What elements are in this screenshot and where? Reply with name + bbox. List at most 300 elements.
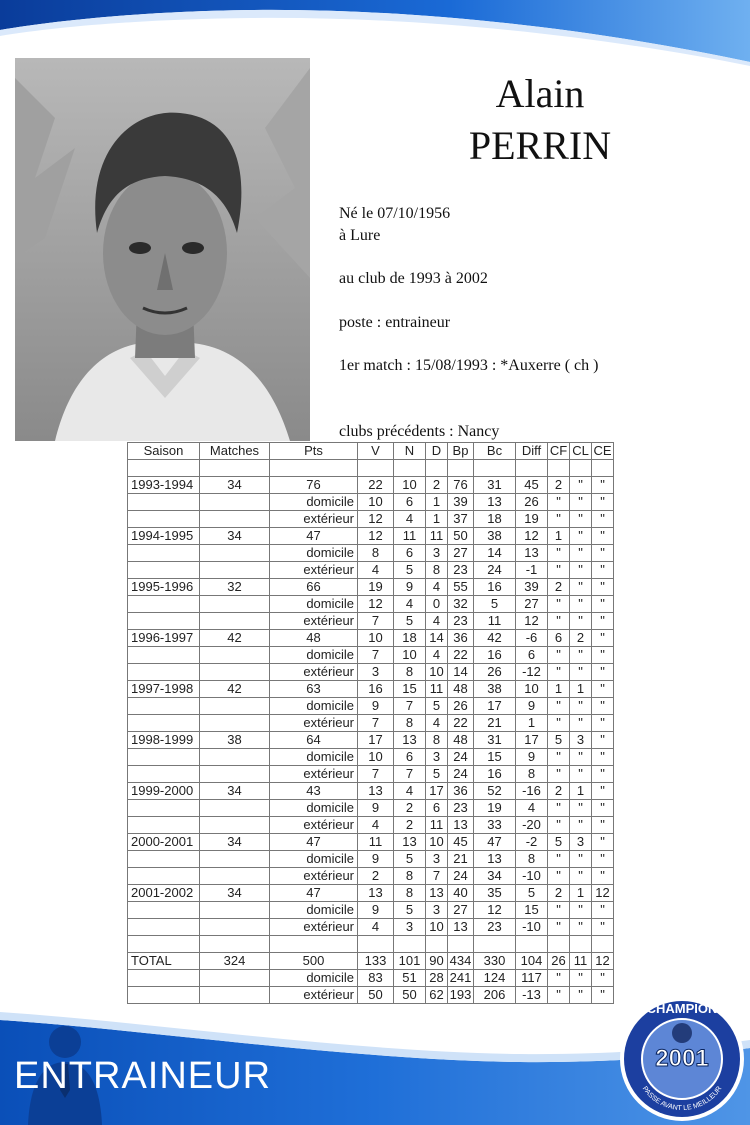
table-cell bbox=[270, 460, 358, 477]
table-cell: " bbox=[592, 698, 614, 715]
table-cell bbox=[128, 817, 200, 834]
table-cell: 10 bbox=[358, 630, 394, 647]
table-cell: " bbox=[592, 562, 614, 579]
table-cell bbox=[128, 562, 200, 579]
table-cell: 241 bbox=[448, 970, 474, 987]
table-cell: 10 bbox=[426, 664, 448, 681]
table-cell: 9 bbox=[394, 579, 426, 596]
table-cell: " bbox=[548, 562, 570, 579]
table-cell: 3 bbox=[426, 545, 448, 562]
table-cell: 48 bbox=[448, 681, 474, 698]
table-cell: domicile bbox=[270, 698, 358, 715]
header-cell: Pts bbox=[270, 443, 358, 460]
table-cell: " bbox=[570, 664, 592, 681]
table-cell: 23 bbox=[474, 919, 516, 936]
table-cell: 22 bbox=[448, 647, 474, 664]
table-cell: 8 bbox=[426, 562, 448, 579]
table-cell bbox=[426, 936, 448, 953]
table-cell bbox=[128, 868, 200, 885]
table-cell: 22 bbox=[448, 715, 474, 732]
table-cell: 50 bbox=[358, 987, 394, 1004]
table-row bbox=[128, 732, 614, 749]
table-cell: 13 bbox=[358, 885, 394, 902]
table-cell: 11 bbox=[394, 528, 426, 545]
table-cell: 24 bbox=[448, 868, 474, 885]
table-cell: 3 bbox=[426, 851, 448, 868]
table-cell: " bbox=[548, 970, 570, 987]
table-cell: 50 bbox=[394, 987, 426, 1004]
table-cell: 27 bbox=[448, 545, 474, 562]
table-cell: 23 bbox=[448, 562, 474, 579]
table-cell: 39 bbox=[516, 579, 548, 596]
table-cell: domicile bbox=[270, 545, 358, 562]
table-cell: 8 bbox=[516, 851, 548, 868]
badge-top-text: CHAMPION bbox=[646, 1001, 718, 1016]
table-cell: domicile bbox=[270, 596, 358, 613]
table-cell: 47 bbox=[270, 834, 358, 851]
first-name: Alain bbox=[495, 71, 585, 116]
table-row bbox=[128, 613, 614, 630]
table-cell: 101 bbox=[394, 953, 426, 970]
table-row bbox=[128, 596, 614, 613]
table-cell: 38 bbox=[474, 528, 516, 545]
table-cell: " bbox=[570, 613, 592, 630]
table-cell: 64 bbox=[270, 732, 358, 749]
table-cell bbox=[200, 664, 270, 681]
header-cell: Diff bbox=[516, 443, 548, 460]
stats-header-row bbox=[128, 443, 614, 460]
table-cell: 13 bbox=[516, 545, 548, 562]
table-cell: " bbox=[548, 613, 570, 630]
table-cell: 12 bbox=[592, 885, 614, 902]
table-row bbox=[128, 868, 614, 885]
table-cell: " bbox=[570, 477, 592, 494]
table-cell: extérieur bbox=[270, 664, 358, 681]
table-cell: 1 bbox=[426, 494, 448, 511]
table-cell: 27 bbox=[516, 596, 548, 613]
table-row bbox=[128, 562, 614, 579]
table-cell: " bbox=[548, 749, 570, 766]
table-cell: 21 bbox=[474, 715, 516, 732]
table-cell: 5 bbox=[394, 902, 426, 919]
table-cell: 1996-1997 bbox=[128, 630, 200, 647]
table-cell: 18 bbox=[394, 630, 426, 647]
table-cell: 7 bbox=[394, 766, 426, 783]
table-cell: 11 bbox=[426, 528, 448, 545]
table-cell: 12 bbox=[474, 902, 516, 919]
table-cell: " bbox=[592, 528, 614, 545]
table-cell: 10 bbox=[358, 749, 394, 766]
table-cell bbox=[200, 868, 270, 885]
table-cell bbox=[426, 460, 448, 477]
table-cell: 34 bbox=[200, 885, 270, 902]
table-cell: 24 bbox=[448, 749, 474, 766]
table-cell: 2 bbox=[570, 630, 592, 647]
table-row bbox=[128, 460, 614, 477]
table-cell: 15 bbox=[516, 902, 548, 919]
table-cell: 26 bbox=[548, 953, 570, 970]
table-cell: " bbox=[548, 919, 570, 936]
table-cell bbox=[128, 766, 200, 783]
table-cell: 3 bbox=[570, 834, 592, 851]
table-cell: 5 bbox=[394, 851, 426, 868]
table-cell: " bbox=[548, 766, 570, 783]
table-cell: 4 bbox=[426, 715, 448, 732]
table-cell: " bbox=[570, 647, 592, 664]
table-cell: 45 bbox=[516, 477, 548, 494]
table-cell: " bbox=[548, 817, 570, 834]
table-cell: 13 bbox=[474, 494, 516, 511]
table-cell: 13 bbox=[474, 851, 516, 868]
table-cell: 6 bbox=[394, 494, 426, 511]
table-cell: 2 bbox=[358, 868, 394, 885]
table-cell: 434 bbox=[448, 953, 474, 970]
table-cell: 9 bbox=[516, 698, 548, 715]
table-cell bbox=[592, 936, 614, 953]
table-cell: 2000-2001 bbox=[128, 834, 200, 851]
table-cell bbox=[394, 936, 426, 953]
table-cell: " bbox=[592, 494, 614, 511]
header-cell: Matches bbox=[200, 443, 270, 460]
table-cell bbox=[548, 936, 570, 953]
table-cell: 18 bbox=[474, 511, 516, 528]
table-cell: " bbox=[592, 970, 614, 987]
table-cell: domicile bbox=[270, 800, 358, 817]
table-cell: " bbox=[592, 681, 614, 698]
table-row bbox=[128, 783, 614, 800]
table-cell: 40 bbox=[448, 885, 474, 902]
table-cell bbox=[128, 698, 200, 715]
table-row bbox=[128, 545, 614, 562]
table-cell: 5 bbox=[394, 613, 426, 630]
table-cell: 26 bbox=[448, 698, 474, 715]
table-cell: " bbox=[570, 868, 592, 885]
table-cell bbox=[394, 460, 426, 477]
table-cell: 7 bbox=[358, 613, 394, 630]
club-period: au club de 1993 à 2002 bbox=[339, 270, 488, 287]
table-cell: " bbox=[570, 596, 592, 613]
table-cell: " bbox=[592, 664, 614, 681]
table-cell: 7 bbox=[358, 715, 394, 732]
table-cell bbox=[128, 613, 200, 630]
table-cell: 4 bbox=[426, 613, 448, 630]
table-row bbox=[128, 749, 614, 766]
table-cell: 3 bbox=[426, 749, 448, 766]
table-cell: 6 bbox=[548, 630, 570, 647]
table-cell: 10 bbox=[358, 494, 394, 511]
table-cell bbox=[200, 562, 270, 579]
table-cell: 8 bbox=[394, 664, 426, 681]
table-cell: 1998-1999 bbox=[128, 732, 200, 749]
table-cell: 12 bbox=[358, 511, 394, 528]
table-cell: 31 bbox=[474, 477, 516, 494]
table-cell bbox=[128, 800, 200, 817]
table-cell: " bbox=[592, 783, 614, 800]
table-cell: 17 bbox=[426, 783, 448, 800]
table-cell: 324 bbox=[200, 953, 270, 970]
table-cell: " bbox=[570, 528, 592, 545]
table-cell: " bbox=[570, 562, 592, 579]
table-cell: 2 bbox=[394, 817, 426, 834]
table-cell: " bbox=[548, 664, 570, 681]
table-cell: -20 bbox=[516, 817, 548, 834]
table-cell: -2 bbox=[516, 834, 548, 851]
table-cell bbox=[448, 460, 474, 477]
table-cell: 12 bbox=[358, 528, 394, 545]
table-row bbox=[128, 919, 614, 936]
table-cell: 47 bbox=[270, 885, 358, 902]
table-cell: 62 bbox=[426, 987, 448, 1004]
table-cell: " bbox=[592, 766, 614, 783]
table-cell: domicile bbox=[270, 851, 358, 868]
table-cell: 24 bbox=[474, 562, 516, 579]
table-cell bbox=[200, 970, 270, 987]
table-cell bbox=[474, 460, 516, 477]
table-cell bbox=[128, 715, 200, 732]
table-cell: 117 bbox=[516, 970, 548, 987]
table-cell bbox=[128, 936, 200, 953]
table-cell: 1995-1996 bbox=[128, 579, 200, 596]
table-cell bbox=[200, 460, 270, 477]
table-cell: domicile bbox=[270, 494, 358, 511]
last-name: PERRIN bbox=[468, 123, 612, 168]
table-cell: 5 bbox=[516, 885, 548, 902]
table-cell: -12 bbox=[516, 664, 548, 681]
table-cell bbox=[128, 545, 200, 562]
table-cell: 17 bbox=[516, 732, 548, 749]
table-cell: 9 bbox=[358, 698, 394, 715]
table-cell: 10 bbox=[516, 681, 548, 698]
birth-date: Né le 07/10/1956 bbox=[339, 205, 451, 222]
table-cell: " bbox=[592, 630, 614, 647]
table-cell: 1 bbox=[570, 885, 592, 902]
table-cell: 6 bbox=[394, 545, 426, 562]
table-cell: 2001-2002 bbox=[128, 885, 200, 902]
table-cell bbox=[200, 851, 270, 868]
table-cell: 2 bbox=[548, 783, 570, 800]
table-cell: 11 bbox=[426, 681, 448, 698]
table-cell: " bbox=[592, 800, 614, 817]
table-cell: 206 bbox=[474, 987, 516, 1004]
table-cell: domicile bbox=[270, 970, 358, 987]
table-cell: " bbox=[570, 545, 592, 562]
table-cell: 4 bbox=[358, 817, 394, 834]
table-cell: 16 bbox=[474, 766, 516, 783]
table-cell: 47 bbox=[270, 528, 358, 545]
stats-table bbox=[127, 442, 614, 1004]
table-cell: 22 bbox=[358, 477, 394, 494]
table-cell: extérieur bbox=[270, 715, 358, 732]
table-cell bbox=[200, 647, 270, 664]
table-row bbox=[128, 494, 614, 511]
table-cell: 8 bbox=[394, 868, 426, 885]
table-cell: 1 bbox=[516, 715, 548, 732]
table-row bbox=[128, 630, 614, 647]
table-cell: extérieur bbox=[270, 613, 358, 630]
table-cell: 35 bbox=[474, 885, 516, 902]
table-cell: 42 bbox=[474, 630, 516, 647]
table-cell: 104 bbox=[516, 953, 548, 970]
table-cell: 16 bbox=[474, 579, 516, 596]
table-cell: 50 bbox=[448, 528, 474, 545]
table-cell: " bbox=[592, 834, 614, 851]
table-cell: 1997-1998 bbox=[128, 681, 200, 698]
table-cell: 83 bbox=[358, 970, 394, 987]
table-cell: 1994-1995 bbox=[128, 528, 200, 545]
table-cell bbox=[128, 596, 200, 613]
table-cell: 47 bbox=[474, 834, 516, 851]
table-cell: 28 bbox=[426, 970, 448, 987]
table-cell: 3 bbox=[426, 902, 448, 919]
table-cell: extérieur bbox=[270, 987, 358, 1004]
table-cell: " bbox=[592, 732, 614, 749]
table-cell: 15 bbox=[394, 681, 426, 698]
table-cell: 31 bbox=[474, 732, 516, 749]
table-cell: 51 bbox=[394, 970, 426, 987]
table-cell: 48 bbox=[448, 732, 474, 749]
table-cell: 16 bbox=[358, 681, 394, 698]
table-cell bbox=[270, 936, 358, 953]
table-cell: 9 bbox=[516, 749, 548, 766]
champion-2001-badge bbox=[615, 993, 750, 1125]
table-cell: " bbox=[548, 987, 570, 1004]
table-cell: 2 bbox=[426, 477, 448, 494]
table-cell: 34 bbox=[200, 783, 270, 800]
table-cell: 1 bbox=[548, 528, 570, 545]
header-cell: Bp bbox=[448, 443, 474, 460]
table-cell: " bbox=[570, 817, 592, 834]
table-row bbox=[128, 902, 614, 919]
table-cell: " bbox=[592, 851, 614, 868]
table-cell: " bbox=[592, 579, 614, 596]
table-cell bbox=[128, 494, 200, 511]
table-cell: 16 bbox=[474, 647, 516, 664]
table-cell: 11 bbox=[474, 613, 516, 630]
table-cell: " bbox=[592, 749, 614, 766]
table-cell: 4 bbox=[426, 647, 448, 664]
table-cell: 7 bbox=[358, 647, 394, 664]
table-cell: " bbox=[592, 613, 614, 630]
table-cell: 5 bbox=[548, 834, 570, 851]
table-cell: 34 bbox=[200, 834, 270, 851]
table-row bbox=[128, 664, 614, 681]
table-cell: 2 bbox=[548, 477, 570, 494]
table-cell: 11 bbox=[570, 953, 592, 970]
table-cell: domicile bbox=[270, 902, 358, 919]
birth-place: à Lure bbox=[339, 227, 381, 244]
portrait-illustration bbox=[15, 58, 310, 441]
table-cell: 21 bbox=[448, 851, 474, 868]
table-row bbox=[128, 800, 614, 817]
table-cell: 8 bbox=[394, 885, 426, 902]
table-row bbox=[128, 477, 614, 494]
table-row bbox=[128, 766, 614, 783]
previous-clubs: clubs précédents : Nancy bbox=[339, 423, 500, 440]
table-cell: 1 bbox=[570, 783, 592, 800]
table-cell: " bbox=[592, 545, 614, 562]
table-cell: 26 bbox=[474, 664, 516, 681]
table-cell bbox=[200, 511, 270, 528]
header-cell: Bc bbox=[474, 443, 516, 460]
table-cell: 12 bbox=[358, 596, 394, 613]
table-cell: " bbox=[570, 494, 592, 511]
table-cell: " bbox=[570, 766, 592, 783]
table-cell: 63 bbox=[270, 681, 358, 698]
position: poste : entraineur bbox=[339, 314, 451, 331]
table-cell: " bbox=[592, 511, 614, 528]
table-cell: 38 bbox=[200, 732, 270, 749]
table-cell: " bbox=[592, 817, 614, 834]
table-cell: 5 bbox=[426, 766, 448, 783]
table-cell: 4 bbox=[394, 596, 426, 613]
table-cell bbox=[200, 698, 270, 715]
table-cell: 42 bbox=[200, 630, 270, 647]
header-cell: CE bbox=[593, 443, 612, 458]
table-cell: 4 bbox=[394, 511, 426, 528]
table-cell: " bbox=[570, 579, 592, 596]
table-row bbox=[128, 936, 614, 953]
table-cell: " bbox=[548, 511, 570, 528]
table-cell: 2 bbox=[548, 885, 570, 902]
table-cell: 33 bbox=[474, 817, 516, 834]
table-cell: 55 bbox=[448, 579, 474, 596]
table-cell: 7 bbox=[426, 868, 448, 885]
table-cell: 5 bbox=[474, 596, 516, 613]
table-cell bbox=[358, 936, 394, 953]
table-cell: 9 bbox=[358, 902, 394, 919]
table-cell: 76 bbox=[270, 477, 358, 494]
table-cell bbox=[516, 460, 548, 477]
table-cell: 42 bbox=[200, 681, 270, 698]
table-cell bbox=[516, 936, 548, 953]
table-cell bbox=[548, 460, 570, 477]
table-cell: 6 bbox=[516, 647, 548, 664]
table-cell: 32 bbox=[200, 579, 270, 596]
table-cell: 193 bbox=[448, 987, 474, 1004]
table-cell: 1 bbox=[570, 681, 592, 698]
role-label: ENTRAINEUR bbox=[14, 1055, 272, 1097]
table-cell: 7 bbox=[394, 698, 426, 715]
header-cell: D bbox=[426, 443, 448, 460]
table-cell: " bbox=[548, 868, 570, 885]
table-cell bbox=[128, 749, 200, 766]
table-cell bbox=[592, 460, 614, 477]
table-cell: " bbox=[592, 987, 614, 1004]
table-cell: 8 bbox=[394, 715, 426, 732]
table-cell: -10 bbox=[516, 868, 548, 885]
table-cell: -10 bbox=[516, 919, 548, 936]
table-cell: " bbox=[592, 715, 614, 732]
table-cell: -13 bbox=[516, 987, 548, 1004]
table-cell bbox=[200, 766, 270, 783]
table-cell: 17 bbox=[358, 732, 394, 749]
table-row bbox=[128, 681, 614, 698]
table-cell: 34 bbox=[200, 528, 270, 545]
table-cell: 2 bbox=[394, 800, 426, 817]
table-cell: extérieur bbox=[270, 817, 358, 834]
table-cell: " bbox=[548, 545, 570, 562]
table-cell: 10 bbox=[426, 834, 448, 851]
table-cell: " bbox=[548, 647, 570, 664]
table-cell: 14 bbox=[448, 664, 474, 681]
table-cell: 13 bbox=[448, 919, 474, 936]
table-cell: 4 bbox=[358, 919, 394, 936]
table-cell: 19 bbox=[358, 579, 394, 596]
table-cell: " bbox=[570, 902, 592, 919]
table-cell: " bbox=[570, 698, 592, 715]
table-cell: extérieur bbox=[270, 511, 358, 528]
table-cell: extérieur bbox=[270, 868, 358, 885]
